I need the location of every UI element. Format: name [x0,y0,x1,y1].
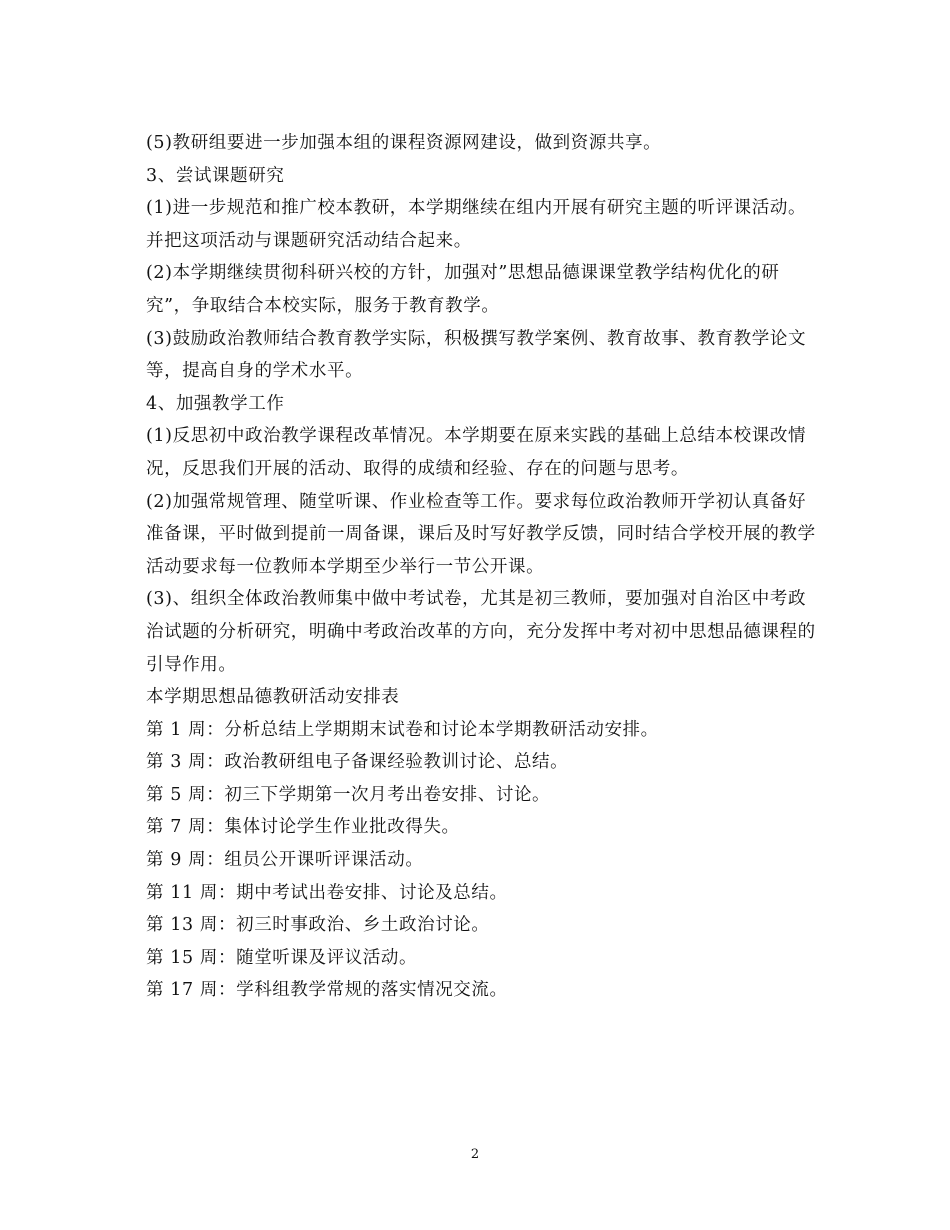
schedule-heading: 本学期思想品德教研活动安排表 [146,687,400,708]
paragraph-teaching-1: (1)反思初中政治教学课程改革情况。本学期要在原来实践的基础上总结本校课改情况，反思我们开展的活动、取得的成绩和经验、存在的问题与思考。 [146,426,807,479]
schedule-week-3: 第 3 周：政治教研组电子备课经验教训讨论、总结。 [146,752,569,773]
paragraph-teaching-2: (2)加强常规管理、随堂听课、作业检查等工作。要求每位政治教师开学初认真备好准备课，平时做到提前一周备课，课后及时写好教学反馈，同时结合学校开展的教学活动要求每一位教师本学期至少举行一节公开课。 [146,491,816,577]
schedule-week-11: 第 11 周：期中考试出卷安排、讨论及总结。 [146,882,508,903]
paragraph-research-1: (1)进一步规范和推广校本教研，本学期继续在组内开展有研究主题的听评课活动。并把这项活动与课题研究活动结合起来。 [146,198,807,251]
section-heading-4: 4、加强教学工作 [146,393,285,414]
section-heading-3: 3、尝试课题研究 [146,165,285,186]
page-number: 2 [470,1147,480,1162]
schedule-week-9: 第 9 周：组员公开课听评课活动。 [146,850,424,871]
schedule-week-1: 第 1 周：分析总结上学期期末试卷和讨论本学期教研活动安排。 [146,719,659,740]
schedule-week-15: 第 15 周：随堂听课及评议活动。 [146,947,418,968]
schedule-week-5: 第 5 周：初三下学期第一次月考出卷安排、讨论。 [146,784,551,805]
paragraph-teaching-3: (3)、组织全体政治教师集中做中考试卷，尤其是初三教师，要加强对自治区中考政治试题的分析研究，明确中考政治改革的方向，充分发挥中考对初中思想品德课程的引导作用。 [146,589,816,675]
schedule-week-13: 第 13 周：初三时事政治、乡土政治讨论。 [146,915,490,936]
schedule-week-7: 第 7 周：集体讨论学生作业批改得失。 [146,817,460,838]
paragraph-research-2: (2)本学期继续贯彻科研兴校的方针，加强对”思想品德课课堂教学结构优化的研究”，争取结合本校实际，服务于教育教学。 [146,263,780,316]
document-body [146,127,816,1007]
paragraph-research-3: (3)鼓励政治教师结合教育教学实际，积极撰写教学案例、教育故事、教育教学论文等，提高自身的学术水平。 [146,328,807,382]
paragraph-item-5: (5)教研组要进一步加强本组的课程资源网建设，做到资源共享。 [146,133,662,153]
schedule-week-17: 第 17 周：学科组教学常规的落实情况交流。 [146,980,508,1001]
